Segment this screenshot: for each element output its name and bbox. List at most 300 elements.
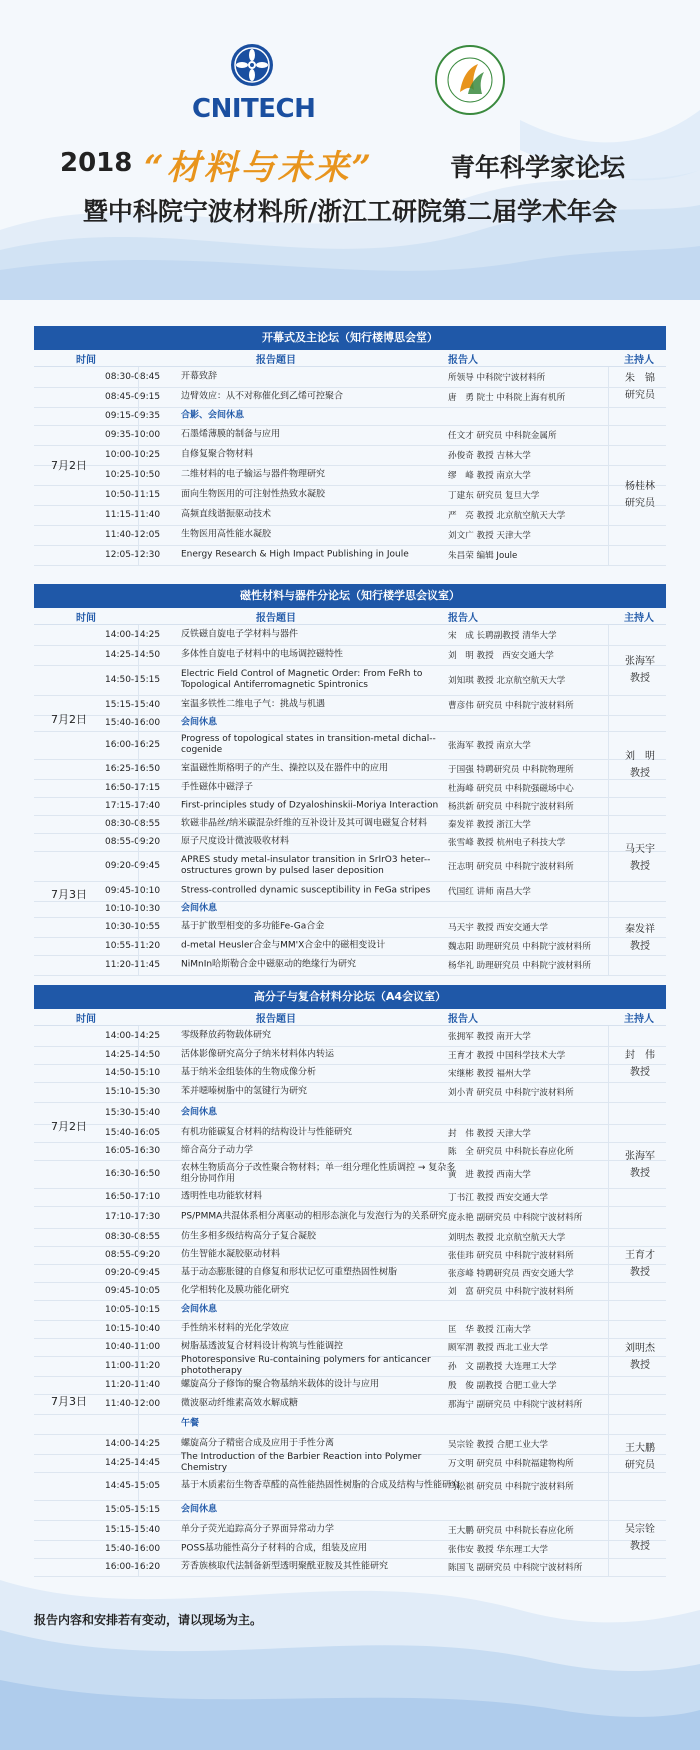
speaker: 封 伟 教授 天津大学 — [448, 1129, 531, 1139]
host-name: 王大鹏 — [625, 1443, 655, 1454]
forum-theme: “材料与未来” — [144, 148, 375, 188]
host-divider — [608, 1414, 666, 1415]
host-title: 教授 — [630, 673, 650, 684]
column-header-title: 报告题目 — [256, 1014, 296, 1025]
column-header-host: 主持人 — [624, 1014, 654, 1025]
talk-title: 基于纳米金组装体的生物成像分析 — [181, 1067, 317, 1078]
speaker: 于国强 特聘研究员 中科院物理所 — [448, 765, 574, 775]
host-divider — [608, 1576, 666, 1577]
speaker: 王大鹏 研究员 中科院长春应化所 — [448, 1526, 574, 1536]
time-slot: 14:50-15:10 — [105, 1068, 161, 1078]
schedule-row — [34, 425, 666, 446]
schedule-row — [34, 1046, 666, 1065]
host-divider — [608, 565, 666, 566]
speaker: 丁书江 教授 西安交通大学 — [448, 1193, 548, 1203]
schedule-row — [34, 1246, 666, 1265]
schedule-row — [34, 445, 666, 466]
talk-title: 树脂基透波复合材料设计构筑与性能调控 — [181, 1341, 344, 1352]
host-cell — [614, 478, 666, 512]
talk-title: 微波驱动纤维素高效水解成糖 — [181, 1398, 299, 1409]
time-slot: 17:10-17:30 — [105, 1212, 161, 1222]
talk-title: PS/PMMA共混体系相分离驱动的相形态演化与发泡行为的关系研究 — [181, 1211, 448, 1222]
time-slot: 14:00-14:25 — [105, 1439, 161, 1449]
host-divider — [608, 1500, 666, 1501]
host-title: 教授 — [630, 941, 650, 952]
talk-title: Progress of topological states in transition-metal dichal--cogenide — [181, 734, 436, 755]
host-cell — [614, 841, 666, 875]
time-slot: 16:00-16:20 — [105, 1562, 161, 1572]
talk-title: 螺旋高分子精密合成及应用于手性分离 — [181, 1438, 335, 1449]
speaker: 张雪峰 教授 杭州电子科技大学 — [448, 838, 566, 848]
schedule-row — [34, 1102, 666, 1125]
host-title: 教授 — [630, 1168, 650, 1179]
speaker: 杜海峰 研究员 中科院强磁场中心 — [448, 784, 574, 794]
speaker: 孙 文 副教授 大连理工大学 — [448, 1362, 557, 1372]
speaker: 那海宁 副研究员 中科院宁波材料所 — [448, 1400, 583, 1410]
time-slot: 11:20-11:40 — [105, 1380, 161, 1390]
time-slot: 12:05-12:30 — [105, 550, 161, 560]
talk-title: 室温多铁性二维电子气：挑战与机遇 — [181, 699, 326, 710]
time-slot: 14:45-15:05 — [105, 1481, 161, 1491]
talk-title: 软磁非晶丝/纳米碳混杂纤维的互补设计及其可调电磁复合材料 — [181, 818, 428, 829]
schedule-row — [34, 779, 666, 798]
time-slot: 17:15-17:40 — [105, 801, 161, 811]
speaker: 匡 华 教授 江南大学 — [448, 1325, 531, 1335]
time-slot: 09:45-10:10 — [105, 886, 161, 896]
speaker: 万文明 研究员 中科院福建物构所 — [448, 1459, 574, 1469]
schedule-row — [34, 833, 666, 852]
time-slot: 09:45-10:05 — [105, 1286, 161, 1296]
column-divider — [608, 625, 609, 975]
time-slot: 15:30-15:40 — [105, 1108, 161, 1118]
column-divider — [138, 367, 139, 565]
talk-title: 二维材料的电子输运与器件物理研究 — [181, 469, 326, 480]
talk-title: 芳香族核取代法制备新型透明聚酰亚胺及其性能研究 — [181, 1561, 389, 1572]
schedule-row — [34, 1082, 666, 1103]
time-slot: 10:30-10:55 — [105, 922, 161, 932]
time-slot: 16:00-16:25 — [105, 740, 161, 750]
talk-title: 生物医用高性能水凝胶 — [181, 529, 272, 540]
talk-title: 仿生智能水凝胶驱动材料 — [181, 1249, 281, 1260]
time-slot: 10:10-10:30 — [105, 904, 161, 914]
speaker: 吴宗铨 教授 合肥工业大学 — [448, 1440, 548, 1450]
schedule-row — [34, 645, 666, 666]
schedule-row — [34, 1376, 666, 1395]
host-cell — [614, 653, 666, 687]
speaker: 宋继彬 教授 福州大学 — [448, 1069, 531, 1079]
talk-title: 开幕致辞 — [181, 371, 218, 382]
date-label: 7月2日 — [51, 713, 87, 726]
talk-title: APRES study metal-insulator transition in SrIrO3 heter--ostructures grown by pulsed laser deposition — [181, 855, 431, 876]
host-name: 封 伟 — [625, 1050, 655, 1061]
talk-title: 石墨烯薄膜的制备与应用 — [181, 429, 281, 440]
talk-title: 合影、会间休息 — [181, 410, 245, 421]
host-title: 教授 — [630, 1541, 650, 1552]
footer-wave-decoration — [0, 1560, 700, 1750]
speaker: 汪志明 研究员 中科院宁波材料所 — [448, 862, 574, 872]
host-title: 教授 — [630, 1267, 650, 1278]
date-label: 7月2日 — [51, 1120, 87, 1133]
date-label: 7月3日 — [51, 888, 87, 901]
schedule-row — [34, 1282, 666, 1301]
time-slot: 16:25-16:50 — [105, 764, 161, 774]
host-name: 刘明杰 — [625, 1343, 655, 1354]
column-header-speaker: 报告人 — [448, 613, 478, 624]
speaker: 张拥军 教授 南开大学 — [448, 1032, 531, 1042]
speaker: 严 亮 教授 北京航空航天大学 — [448, 511, 566, 521]
schedule-row — [34, 695, 666, 716]
talk-title: 基于扩散型相变的多功能Fe-Ga合金 — [181, 921, 325, 932]
schedule-row — [34, 881, 666, 902]
talk-title: 单分子荧光追踪高分子界面异常动力学 — [181, 1524, 335, 1535]
forum-year: 2018 — [60, 148, 133, 178]
column-header-host: 主持人 — [624, 613, 654, 624]
time-slot: 08:55-09:20 — [105, 837, 161, 847]
schedule-row — [34, 1064, 666, 1083]
host-divider — [608, 1228, 666, 1229]
column-header-speaker: 报告人 — [448, 1014, 478, 1025]
schedule-row — [34, 1520, 666, 1541]
talk-title: POSS基功能性高分子材料的合成，组装及应用 — [181, 1543, 367, 1554]
cnitech-logo — [192, 42, 316, 124]
host-title: 教授 — [630, 768, 650, 779]
schedule-row — [34, 731, 666, 760]
host-title: 教授 — [630, 1360, 650, 1371]
talk-title: 零级释放药物载体研究 — [181, 1030, 272, 1041]
host-cell — [614, 1340, 666, 1374]
host-divider — [608, 407, 666, 408]
page-header — [0, 0, 700, 300]
date-label: 7月2日 — [51, 459, 87, 472]
host-title: 研究员 — [625, 390, 655, 401]
column-divider — [138, 1026, 139, 1576]
host-name: 吴宗铨 — [625, 1524, 655, 1535]
host-cell — [614, 1047, 666, 1081]
schedule-row — [34, 1558, 666, 1577]
time-slot: 11:20-11:45 — [105, 960, 161, 970]
column-divider — [608, 367, 609, 565]
time-slot: 14:25-14:50 — [105, 650, 161, 660]
speaker: 刘知琪 教授 北京航空航天大学 — [448, 676, 566, 686]
association-seal-icon — [434, 44, 506, 116]
time-slot: 10:40-11:00 — [105, 1342, 161, 1352]
schedule-row — [34, 387, 666, 408]
speaker: 代国红 讲师 南昌大学 — [448, 887, 531, 897]
host-name: 王育才 — [625, 1250, 655, 1261]
schedule-row — [34, 1500, 666, 1521]
host-cell — [614, 921, 666, 955]
talk-title: 透明性电功能软材料 — [181, 1191, 263, 1202]
time-slot: 14:25-14:45 — [105, 1458, 161, 1468]
time-slot: 14:00-14:25 — [105, 630, 161, 640]
talk-title: 手性纳米材料的光化学效应 — [181, 1323, 290, 1334]
time-slot: 15:10-15:30 — [105, 1087, 161, 1097]
schedule-row — [34, 1160, 666, 1189]
talk-title: Stress-controlled dynamic susceptibility in FeGa stripes — [181, 885, 431, 896]
time-slot: 14:00-14:25 — [105, 1031, 161, 1041]
speaker: 宋 成 长聘副教授 清华大学 — [448, 631, 557, 641]
talk-title: d-metal Heusler合金与MM'X合金中的磁相变设计 — [181, 940, 386, 951]
talk-title: 活体影像研究高分子纳米材料体内转运 — [181, 1049, 335, 1060]
time-slot: 15:40-16:05 — [105, 1128, 161, 1138]
speaker: 殷 俊 副教授 合肥工业大学 — [448, 1381, 557, 1391]
talk-title: Energy Research & High Impact Publishing in Joule — [181, 549, 409, 560]
speaker: 杨华礼 助理研究员 中科院宁波材料所 — [448, 961, 591, 971]
schedule-row — [34, 1300, 666, 1321]
host-name: 杨桂林 — [625, 481, 655, 492]
section-title: 开幕式及主论坛（知行楼博思会堂） — [34, 326, 666, 350]
section-title: 磁性材料与器件分论坛（知行楼学思会议室） — [34, 584, 666, 608]
talk-title: 基于木质素衍生物香草醛的高性能热固性树脂的合成及结构与性能研究 — [181, 1480, 461, 1491]
schedule-row — [34, 1356, 666, 1377]
column-header-speaker: 报告人 — [448, 355, 478, 366]
schedule-row — [34, 485, 666, 506]
speaker: 刘小青 研究员 中科院宁波材料所 — [448, 1088, 574, 1098]
host-divider — [608, 975, 666, 976]
schedule-row — [34, 367, 666, 388]
column-header-title: 报告题目 — [256, 355, 296, 366]
talk-title: 缔合高分子动力学 — [181, 1145, 254, 1156]
schedule-row — [34, 545, 666, 566]
host-title: 教授 — [630, 1067, 650, 1078]
schedule-row — [34, 759, 666, 780]
date-label: 7月3日 — [51, 1395, 87, 1408]
schedule-row — [34, 1454, 666, 1473]
time-slot: 14:25-14:50 — [105, 1050, 161, 1060]
speaker: 顾军渭 教授 西北工业大学 — [448, 1343, 548, 1353]
talk-title: Photoresponsive Ru-containing polymers for anticancer phototherapy — [181, 1355, 431, 1376]
speaker: 张伟安 教授 华东理工大学 — [448, 1545, 548, 1555]
time-slot: 16:50-17:15 — [105, 783, 161, 793]
talk-title: 基于动态膨胀键的自修复和形状记忆可重塑热固性树脂 — [181, 1267, 398, 1278]
talk-title: 化学相转化及膜功能化研究 — [181, 1285, 290, 1296]
host-cell — [614, 1148, 666, 1182]
schedule-row — [34, 1320, 666, 1339]
schedule-row — [34, 1124, 666, 1143]
time-slot: 15:40-16:00 — [105, 718, 161, 728]
time-slot: 16:50-17:10 — [105, 1192, 161, 1202]
speaker: 任文才 研究员 中科院金属所 — [448, 431, 557, 441]
column-header-time: 时间 — [76, 1014, 96, 1025]
host-name: 刘 明 — [625, 751, 655, 762]
talk-title: 有机功能碳复合材料的结构设计与性能研究 — [181, 1127, 353, 1138]
host-title: 研究员 — [625, 498, 655, 509]
schedule-row — [34, 851, 666, 882]
time-slot: 15:05-15:15 — [105, 1505, 161, 1515]
schedule-row — [34, 1394, 666, 1415]
host-cell — [614, 748, 666, 782]
host-cell — [614, 1247, 666, 1281]
forum-name: 青年科学家论坛 — [450, 153, 626, 182]
schedule-row — [34, 917, 666, 938]
speaker: 陈 全 研究员 中科院长春应化所 — [448, 1147, 574, 1157]
speaker: 张海军 教授 南京大学 — [448, 741, 531, 751]
forum-title — [60, 140, 660, 188]
time-slot: 10:50-11:15 — [105, 490, 161, 500]
speaker: 所领导 中科院宁波材料所 — [448, 373, 546, 383]
schedule-row — [34, 1206, 666, 1229]
schedule-row — [34, 465, 666, 486]
speaker: 杨洪新 研究员 中科院宁波材料所 — [448, 802, 574, 812]
talk-title: 苯并噁嗪树脂中的氢键行为研究 — [181, 1086, 308, 1097]
speaker: 孙俊奇 教授 吉林大学 — [448, 451, 531, 461]
time-slot: 16:05-16:30 — [105, 1146, 161, 1156]
talk-title: 会间休息 — [181, 717, 218, 728]
talk-title: 会间休息 — [181, 1107, 218, 1118]
speaker: 张彦峰 特聘研究员 西安交通大学 — [448, 1269, 574, 1279]
host-divider — [608, 1300, 666, 1301]
schedule-row — [34, 1264, 666, 1283]
host-name: 马天宇 — [625, 844, 655, 855]
time-slot: 09:15-09:35 — [105, 411, 161, 421]
talk-title: 面向生物医用的可注射性热致水凝胶 — [181, 489, 326, 500]
talk-title: 高频直线谐振驱动技术 — [181, 509, 272, 520]
schedule-row — [34, 1414, 666, 1435]
time-slot: 08:45-09:15 — [105, 392, 161, 402]
speaker: 王育才 教授 中国科学技术大学 — [448, 1051, 566, 1061]
schedule-row — [34, 901, 666, 918]
time-slot: 08:30-08:55 — [105, 819, 161, 829]
schedule-row — [34, 1188, 666, 1207]
talk-title: The Introduction of the Barbier Reaction into Polymer Chemistry — [181, 1452, 422, 1473]
host-name: 张海军 — [625, 1151, 655, 1162]
time-slot: 15:15-15:40 — [105, 1525, 161, 1535]
column-header-host: 主持人 — [624, 355, 654, 366]
time-slot: 08:55-09:20 — [105, 1250, 161, 1260]
talk-title: 自修复聚合物材料 — [181, 449, 254, 460]
speaker: 朱昌荣 编辑 Joule — [448, 551, 518, 561]
host-name: 秦发祥 — [625, 924, 655, 935]
speaker: 马天宇 教授 西安交通大学 — [448, 923, 548, 933]
host-cell — [614, 370, 666, 404]
host-cell — [614, 1521, 666, 1555]
time-slot: 11:00-11:20 — [105, 1361, 161, 1371]
schedule-row — [34, 1026, 666, 1047]
talk-title: First-principles study of Dzyaloshinskii-Moriya Interaction — [181, 800, 439, 811]
talk-title: 农林生物质高分子改性聚合物材料；单一组分理化性质调控 → 复杂多组分协同作用 — [181, 1163, 456, 1184]
time-slot: 11:40-12:05 — [105, 530, 161, 540]
speaker: 刘文广 教授 天津大学 — [448, 531, 531, 541]
host-name: 张海军 — [625, 656, 655, 667]
time-slot: 09:20-09:45 — [105, 861, 161, 871]
schedule-row — [34, 1228, 666, 1247]
schedule-row — [34, 1472, 666, 1501]
speaker: 缪 峰 教授 南京大学 — [448, 471, 531, 481]
column-header-time: 时间 — [76, 613, 96, 624]
speaker: 丁建东 研究员 复旦大学 — [448, 491, 540, 501]
speaker: 刘明杰 教授 北京航空航天大学 — [448, 1233, 566, 1243]
time-slot: 10:00-10:25 — [105, 450, 161, 460]
speaker: 曹彦伟 研究员 中科院宁波材料所 — [448, 701, 574, 711]
time-slot: 09:35-10:00 — [105, 430, 161, 440]
time-slot: 10:15-10:40 — [105, 1324, 161, 1334]
host-divider — [608, 715, 666, 716]
time-slot: 09:20-09:45 — [105, 1268, 161, 1278]
speaker: 马松祺 研究员 中科院宁波材料所 — [448, 1482, 574, 1492]
host-divider — [608, 1102, 666, 1103]
column-header-title: 报告题目 — [256, 613, 296, 624]
schedule-row — [34, 625, 666, 646]
host-divider — [608, 901, 666, 902]
talk-title: 会间休息 — [181, 1504, 218, 1515]
time-slot: 08:30-08:45 — [105, 372, 161, 382]
speaker: 秦发祥 教授 浙江大学 — [448, 820, 531, 830]
talk-title: 午餐 — [181, 1418, 200, 1429]
section-title: 高分子与复合材料分论坛（A4会议室） — [34, 985, 666, 1009]
host-divider — [608, 815, 666, 816]
talk-title: 螺旋高分子修饰的聚合物基纳米载体的设计与应用 — [181, 1379, 380, 1390]
time-slot: 10:55-11:20 — [105, 941, 161, 951]
column-header-row — [34, 608, 666, 625]
schedule-row — [34, 937, 666, 956]
schedule-row — [34, 665, 666, 696]
time-slot: 10:25-10:50 — [105, 470, 161, 480]
schedule-row — [34, 1142, 666, 1161]
time-slot: 11:15-11:40 — [105, 510, 161, 520]
host-title: 研究员 — [625, 1460, 655, 1471]
talk-title: 会间休息 — [181, 903, 218, 914]
talk-title: 仿生多相多级结构高分子复合凝胶 — [181, 1231, 317, 1242]
time-slot: 15:40-16:00 — [105, 1544, 161, 1554]
talk-title: 原子尺度设计微波吸收材料 — [181, 836, 290, 847]
speaker: 唐 勇 院士 中科院上海有机所 — [448, 393, 566, 403]
column-divider — [138, 625, 139, 975]
column-header-time: 时间 — [76, 355, 96, 366]
speaker: 黄 进 教授 西南大学 — [448, 1170, 531, 1180]
speaker: 魏志阳 助理研究员 中科院宁波材料所 — [448, 942, 591, 952]
talk-title: 会间休息 — [181, 1304, 218, 1315]
cas-emblem-icon — [229, 42, 275, 88]
talk-title: 室温磁性斯格明子的产生、操控以及在器件中的应用 — [181, 763, 389, 774]
time-slot: 11:40-12:00 — [105, 1399, 161, 1409]
talk-title: 边臂效应：从不对称催化到乙烯可控聚合 — [181, 391, 344, 402]
speaker: 刘 明 教授 西安交通大学 — [448, 651, 554, 661]
schedule-row — [34, 715, 666, 732]
column-divider — [608, 1026, 609, 1576]
talk-title: 手性磁体中磁浮子 — [181, 782, 254, 793]
time-slot: 16:30-16:50 — [105, 1169, 161, 1179]
time-slot: 14:50-15:15 — [105, 675, 161, 685]
speaker: 陈国飞 副研究员 中科院宁波材料所 — [448, 1563, 583, 1573]
schedule-row — [34, 505, 666, 526]
schedule-row — [34, 815, 666, 834]
speaker: 庞永艳 副研究员 中科院宁波材料所 — [448, 1213, 583, 1223]
talk-title: NiMnIn哈斯勒合金中磁驱动的绝缘行为研究 — [181, 959, 357, 970]
forum-subtitle: 暨中科院宁波材料所/浙江工研院第二届学术年会 — [82, 197, 618, 226]
time-slot: 15:15-15:40 — [105, 700, 161, 710]
date-divider — [34, 1228, 104, 1229]
speaker: 张佳玮 研究员 中科院宁波材料所 — [448, 1251, 574, 1261]
talk-title: Electric Field Control of Magnetic Order: From FeRh to Topological Antiferromagnetic Spintronics — [181, 669, 423, 690]
date-divider — [34, 815, 104, 816]
schedule-row — [34, 955, 666, 976]
host-name: 朱 锦 — [625, 373, 655, 384]
talk-title: 多体性自旋电子材料中的电场调控磁特性 — [181, 649, 344, 660]
host-title: 教授 — [630, 861, 650, 872]
speaker: 刘 富 研究员 中科院宁波材料所 — [448, 1287, 574, 1297]
time-slot: 08:30-08:55 — [105, 1232, 161, 1242]
footer-note: 报告内容和安排若有变动，请以现场为主。 — [34, 1613, 263, 1627]
column-header-row — [34, 350, 666, 367]
column-header-row — [34, 1009, 666, 1026]
schedule-row — [34, 797, 666, 816]
host-cell — [614, 1440, 666, 1474]
cnitech-logo-text: CNITECH — [192, 94, 316, 124]
schedule-row — [34, 525, 666, 546]
schedule-row — [34, 407, 666, 426]
time-slot: 10:05-10:15 — [105, 1305, 161, 1315]
talk-title: 反铁磁自旋电子学材料与器件 — [181, 629, 299, 640]
